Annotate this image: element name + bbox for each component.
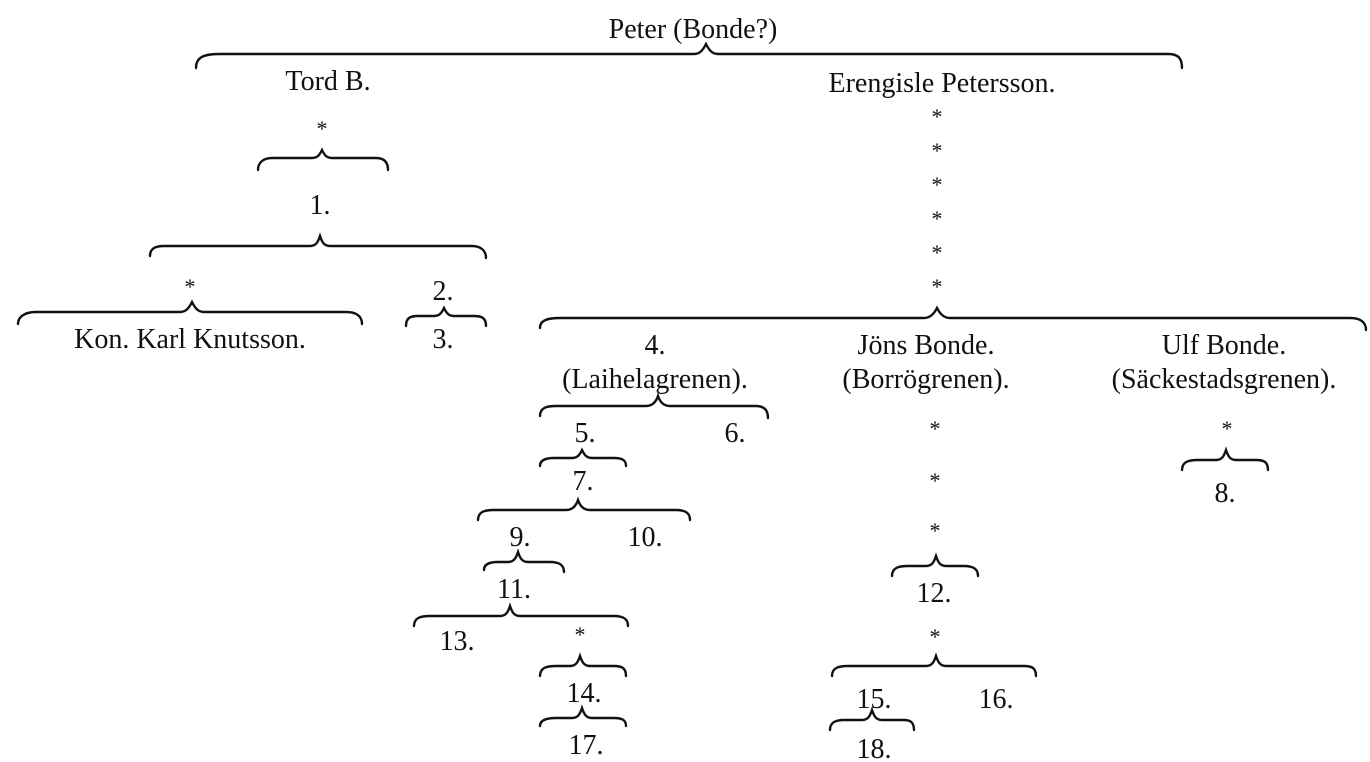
- brace-14: [540, 708, 626, 726]
- number-11: 11.: [497, 574, 531, 605]
- erengisle-star-5: *: [931, 240, 943, 265]
- borro-star-3: *: [929, 518, 941, 543]
- brace-7: [478, 500, 690, 520]
- number-5: 5.: [574, 418, 596, 449]
- borro-star-2: *: [929, 468, 941, 493]
- tord-star: *: [316, 116, 328, 141]
- brace-laihela: [540, 396, 768, 418]
- erengisle-star-1: *: [931, 104, 943, 129]
- erengisle-name: Erengisle Petersson.: [828, 68, 1056, 99]
- gen1-number: 1.: [309, 190, 331, 221]
- number-10: 10.: [627, 522, 663, 553]
- number-16: 16.: [978, 684, 1014, 715]
- erengisle-star-2: *: [931, 138, 943, 163]
- brace-ulf: [1182, 450, 1268, 470]
- brace-star14: [540, 656, 626, 676]
- number-13: 13.: [439, 626, 475, 657]
- brace-15-16: [832, 656, 1036, 676]
- number-9: 9.: [509, 522, 531, 553]
- king-name: Kon. Karl Knutsson.: [74, 324, 306, 355]
- brace-9: [484, 552, 564, 572]
- borro-star-4: *: [929, 624, 941, 649]
- number-3: 3.: [432, 324, 454, 355]
- number-17: 17.: [568, 730, 604, 761]
- number-15: 15.: [856, 684, 892, 715]
- brace-12: [892, 556, 978, 576]
- sackestad-branch-name: (Säckestadsgrenen).: [1111, 364, 1337, 395]
- borro-star-1: *: [929, 416, 941, 441]
- number-6: 6.: [724, 418, 746, 449]
- brace-erengisle: [540, 308, 1366, 330]
- sackestad-star: *: [1221, 416, 1233, 441]
- number-7: 7.: [572, 466, 594, 497]
- number-8: 8.: [1214, 478, 1236, 509]
- king-star: *: [184, 274, 196, 299]
- laihela-number: 4.: [644, 330, 666, 361]
- ulf-name: Ulf Bonde.: [1161, 330, 1287, 361]
- erengisle-star-6: *: [931, 274, 943, 299]
- brace-king: [18, 302, 362, 324]
- root-name: Peter (Bonde?): [608, 14, 778, 45]
- number-2: 2.: [432, 276, 454, 307]
- erengisle-star-3: *: [931, 172, 943, 197]
- erengisle-star-4: *: [931, 206, 943, 231]
- tord-name: Tord B.: [285, 66, 371, 97]
- brace-gen1: [150, 236, 486, 258]
- number-12: 12.: [916, 578, 952, 609]
- laihela-star: *: [574, 622, 586, 647]
- number-14: 14.: [566, 678, 602, 709]
- jons-name: Jöns Bonde.: [857, 330, 995, 361]
- brace-tord: [258, 150, 388, 170]
- brace-root: [196, 44, 1182, 68]
- number-18: 18.: [856, 734, 892, 762]
- brace-11: [414, 606, 628, 626]
- brace-5: [540, 450, 626, 466]
- laihela-branch-name: (Laihelagrenen).: [562, 364, 748, 395]
- borro-branch-name: (Borrögrenen).: [842, 364, 1010, 395]
